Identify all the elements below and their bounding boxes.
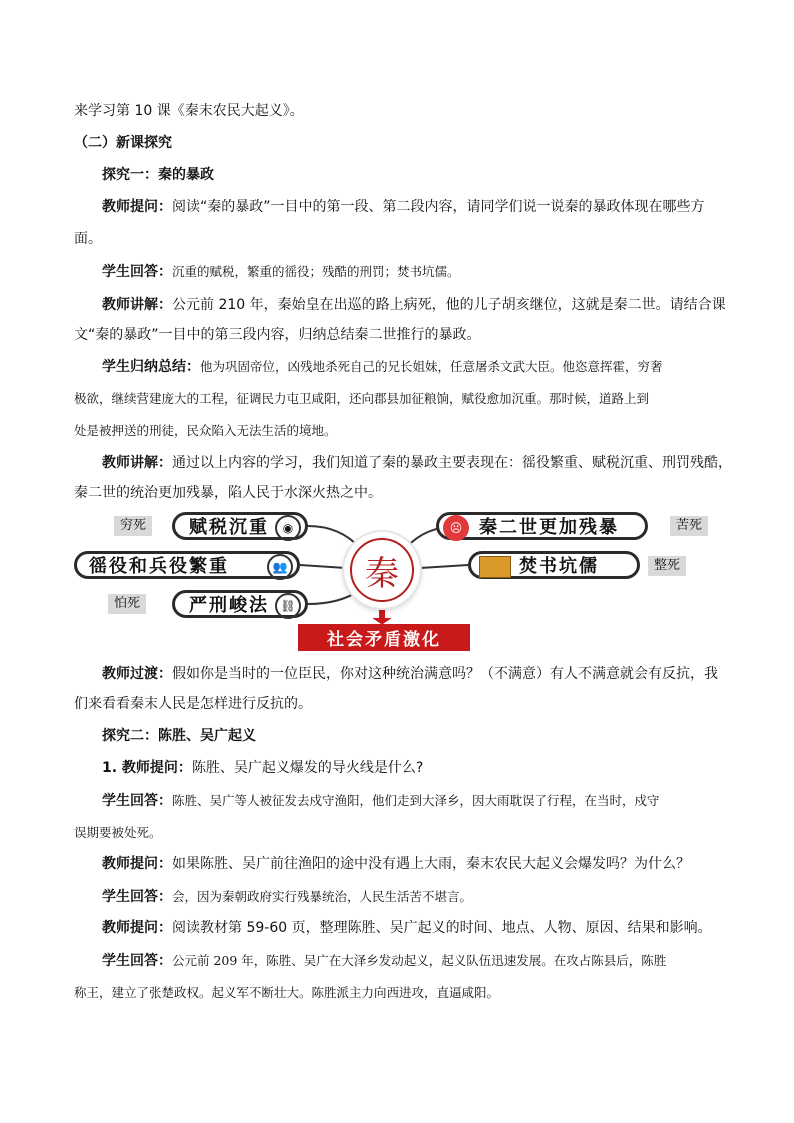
subsection-heading: 探究一：秦的暴政 xyxy=(102,167,214,183)
paragraph-line xyxy=(102,262,460,282)
paragraph-line xyxy=(102,951,666,971)
speaker-label: 1. 教师提问： xyxy=(102,760,192,776)
paragraph-line xyxy=(102,357,663,377)
speaker-label: 教师讲解： xyxy=(102,297,172,313)
speaker-label: 学生回答： xyxy=(102,953,172,969)
paragraph-line: 文“秦的暴政”一目中的第三段内容，归纳总结秦二世推行的暴政。 xyxy=(74,327,481,343)
paragraph-text: 陈胜、吴广起义爆发的导火线是什么? xyxy=(191,760,424,776)
section-heading: （二）新课探究 xyxy=(74,135,172,151)
angry-face-icon: ☹ xyxy=(443,515,469,541)
speaker-label: 学生回答： xyxy=(102,793,172,809)
paragraph-line: 误期要被处死。 xyxy=(74,825,162,840)
paragraph-line: 秦二世的统治更加残暴，陷人民于水深火热之中。 xyxy=(74,485,382,501)
paragraph-line xyxy=(102,758,423,778)
node-harsh-laws xyxy=(172,590,308,618)
node-label: 徭役和兵役繁重 xyxy=(89,556,229,577)
paragraph-text: 假如你是当时的一位臣民，你对这种统治满意吗？（不满意）有人不满意就会有反抗，我 xyxy=(172,666,718,682)
paragraph-line: 称王，建立了张楚政权。起义军不断壮大。陈胜派主力向西进攻，直逼咸阳。 xyxy=(74,985,500,1000)
paragraph-text: 公元前 209 年，陈胜、吴广在大泽乡发动起义，起义队伍迅速发展。在攻占陈县后，陈胜 xyxy=(172,953,667,968)
paragraph-text: 他为巩固帝位，凶残地杀死自己的兄长姐妹，任意屠杀文武大臣。他恣意挥霍，穷奢 xyxy=(200,359,663,374)
speaker-label: 教师提问： xyxy=(102,856,172,872)
paragraph-text: 沉重的赋税，繁重的徭役；残酷的刑罚；焚书坑儒。 xyxy=(172,264,460,279)
speaker-label: 学生回答： xyxy=(102,264,172,280)
node-corvee xyxy=(74,551,300,579)
prison-icon: ⛓ xyxy=(275,593,301,619)
qin-character: 秦 xyxy=(350,538,414,602)
node-book-burning xyxy=(468,551,640,579)
paragraph-line xyxy=(102,854,690,874)
people-icon: 👥 xyxy=(267,554,293,580)
paragraph-line xyxy=(102,887,472,907)
paragraph-line xyxy=(102,918,712,938)
coin-icon: ◉ xyxy=(275,515,301,541)
speaker-label: 学生回答： xyxy=(102,889,172,905)
paragraph-line: 来学习第 10 课《秦末农民大起义》。 xyxy=(74,103,304,119)
paragraph-text: 会，因为秦朝政府实行残暴统治，人民生活苦不堪言。 xyxy=(172,889,473,904)
node-label: 秦二世更加残暴 xyxy=(479,517,619,538)
tag-poverty-death: 穷死 xyxy=(114,516,152,536)
qin-seal xyxy=(344,532,420,608)
paragraph-line xyxy=(102,295,726,315)
node-heavy-taxes xyxy=(172,512,308,540)
paragraph-text: 阅读教材第 59-60 页，整理陈胜、吴广起义的时间、地点、人物、原因、结果和影响。 xyxy=(172,920,712,936)
speaker-label: 教师讲解： xyxy=(102,455,172,471)
paragraph-text: 公元前 210 年，秦始皇在出巡的路上病死，他的儿子胡亥继位，这就是秦二世。请结合课 xyxy=(172,297,726,313)
paragraph-line: 面。 xyxy=(74,231,102,247)
paragraph-text: 通过以上内容的学习，我们知道了秦的暴政主要表现在：徭役繁重、赋税沉重、刑罚残酷， xyxy=(172,455,732,471)
speaker-label: 教师提问： xyxy=(102,199,172,215)
tyranny-diagram xyxy=(70,510,730,655)
paragraph-line xyxy=(102,664,718,684)
paragraph-line: 极欲，继续营建庞大的工程，征调民力屯卫咸阳，还向郡县加征粮饷，赋役愈加沉重。那时候，道路上到 xyxy=(74,391,650,406)
paragraph-line: 们来看看秦末人民是怎样进行反抗的。 xyxy=(74,696,312,712)
speaker-label: 教师提问： xyxy=(102,920,172,936)
paragraph-line xyxy=(102,197,705,217)
paragraph-line: 处是被押送的刑徒，民众陷入无法生活的境地。 xyxy=(74,423,337,438)
node-second-emperor xyxy=(436,512,648,540)
paragraph-text: 如果陈胜、吴广前往渔阳的途中没有遇上大雨，秦末农民大起义会爆发吗？为什么？ xyxy=(172,856,690,872)
tag-suffer-death: 苦死 xyxy=(670,516,708,536)
node-label: 焚书坑儒 xyxy=(519,556,599,577)
speaker-label: 学生归纳总结： xyxy=(102,359,200,375)
speaker-label: 教师过渡： xyxy=(102,666,172,682)
bamboo-scroll-icon xyxy=(479,556,511,578)
subsection-heading: 探究二：陈胜、吴广起义 xyxy=(102,728,256,744)
node-label: 赋税沉重 xyxy=(189,517,269,538)
tag-punish-death: 整死 xyxy=(648,556,686,576)
paragraph-line xyxy=(102,791,660,811)
node-label: 严刑峻法 xyxy=(189,595,269,616)
paragraph-text: 阅读“秦的暴政”一目中的第一段、第二段内容，请同学们说一说秦的暴政体现在哪些方 xyxy=(172,199,705,215)
paragraph-line xyxy=(102,453,732,473)
paragraph-text: 陈胜、吴广等人被征发去戍守渔阳，他们走到大泽乡，因大雨耽误了行程，在当时，戍守 xyxy=(172,793,660,808)
tag-fear-death: 怕死 xyxy=(108,594,146,614)
conflict-banner: 社会矛盾激化 xyxy=(298,624,470,651)
